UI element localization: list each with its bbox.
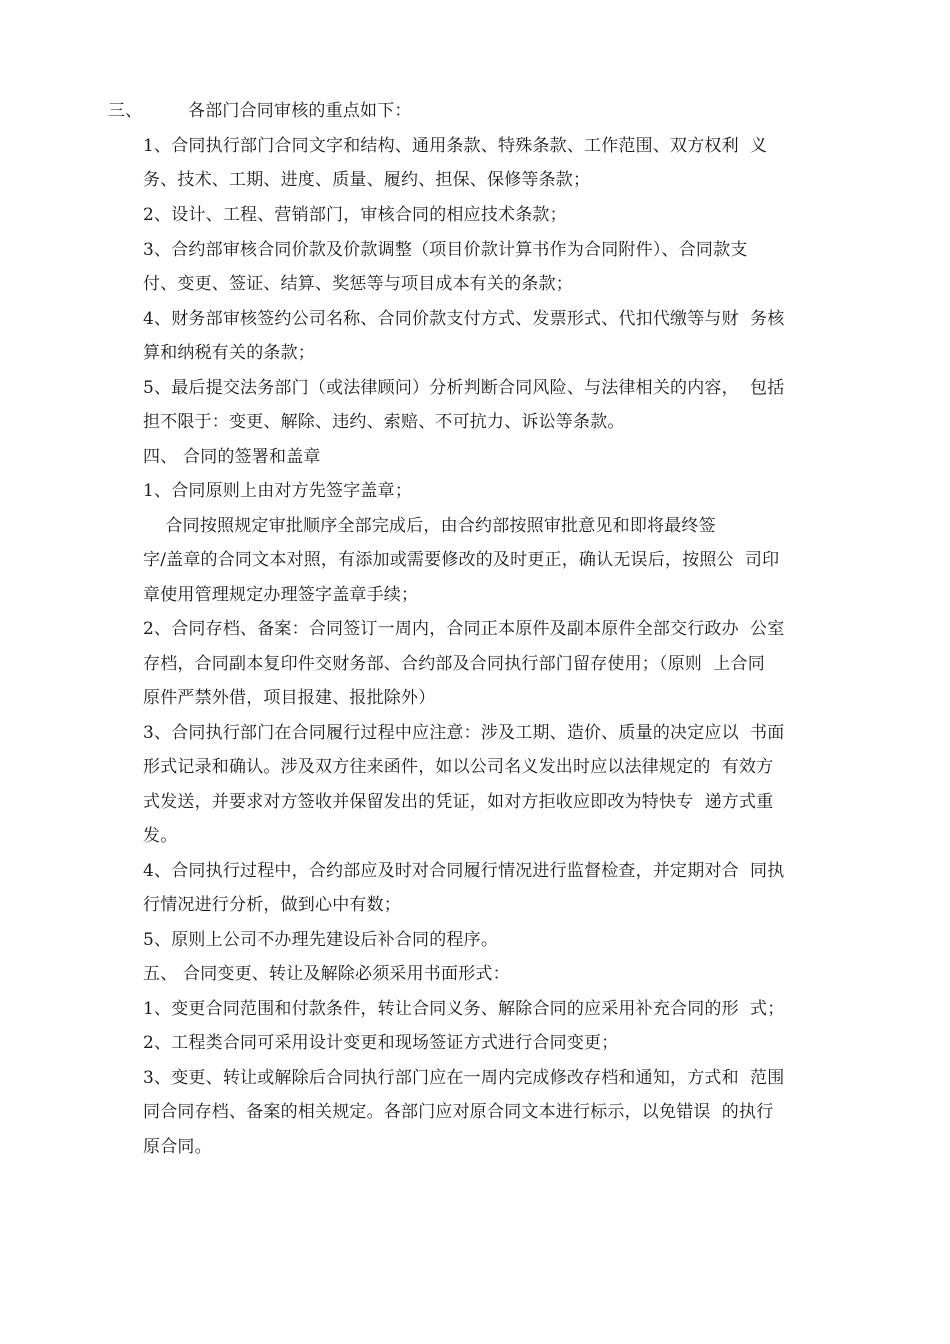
- section-3-title: 各部门合同审核的重点如下：: [188, 101, 412, 121]
- paragraph-line: 1、合同执行部门合同文字和结构、通用条款、特殊条款、工作范围、双方权利 义: [143, 136, 768, 156]
- paragraph-line: 式发送，并要求对方签收并保留发出的凭证，如对方拒收应即改为特快专 递方式重: [143, 792, 774, 812]
- paragraph-line: 5、最后提交法务部门（或法律顾问）分析判断合同风险、与法律相关的内容， 包括: [143, 378, 785, 398]
- paragraph-line: 1、变更合同范围和付款条件，转让合同义务、解除合同的应采用补充合同的形 式；: [143, 999, 785, 1019]
- paragraph-line: 算和纳税有关的条款；: [143, 343, 315, 363]
- paragraph-line: 字/盖章的合同文本对照，有添加或需要修改的及时更正，确认无误后，按照公 司印: [143, 550, 780, 570]
- section-3-number: 三、: [108, 101, 143, 121]
- section-5-heading: 五、 合同变更、转让及解除必须采用书面形式：: [143, 964, 510, 984]
- paragraph-line: 担不限于：变更、解除、违约、索赔、不可抗力、诉讼等条款。: [143, 412, 625, 432]
- paragraph-line: 3、变更、转让或解除后合同执行部门应在一周内完成修改存档和通知，方式和 范围: [143, 1068, 785, 1088]
- paragraph-line: 形式记录和确认。涉及双方往来函件，如以公司名义发出时应以法律规定的 有效方: [143, 757, 774, 777]
- paragraph-line: 付、变更、签证、结算、奖惩等与项目成本有关的条款；: [143, 274, 573, 294]
- paragraph-line: 同合同存档、备案的相关规定。各部门应对原合同文本进行标示，以免错误 的执行: [143, 1102, 774, 1122]
- paragraph-line: 2、工程类合同可采用设计变更和现场签证方式进行合同变更；: [143, 1033, 619, 1053]
- paragraph-line: 合同按照规定审批顺序全部完成后，由合约部按照审批意见和即将最终签: [143, 516, 716, 536]
- paragraph-line: 3、合同执行部门在合同履行过程中应注意：涉及工期、造价、质量的决定应以 书面: [143, 723, 785, 743]
- paragraph-line: 2、合同存档、备案：合同签订一周内，合同正本原件及副本原件全部交行政办 公室: [143, 619, 785, 639]
- section-4-heading: 四、 合同的签署和盖章: [143, 447, 321, 467]
- paragraph-line: 存档，合同副本复印件交财务部、合约部及合同执行部门留存使用；（原则 上合同: [143, 654, 765, 674]
- paragraph-line: 4、合同执行过程中，合约部应及时对合同履行情况进行监督检查，并定期对合 同执: [143, 861, 785, 881]
- paragraph-line: 发。: [143, 826, 178, 846]
- paragraph-line: 原合同。: [143, 1137, 212, 1157]
- paragraph-line: 原件严禁外借，项目报建、报批除外）: [143, 688, 436, 708]
- paragraph-line: 2、设计、工程、营销部门，审核合同的相应技术条款；: [143, 205, 567, 225]
- paragraph-line: 章使用管理规定办理签字盖章手续；: [143, 585, 419, 605]
- paragraph-line: 行情况进行分析，做到心中有数；: [143, 895, 401, 915]
- paragraph-line: 务、技术、工期、进度、质量、履约、担保、保修等条款；: [143, 170, 591, 190]
- paragraph-line: 5、原则上公司不办理先建设后补合同的程序。: [143, 930, 499, 950]
- paragraph-line: 3、合约部审核合同价款及价款调整（项目价款计算书作为合同附件）、合同款支: [143, 240, 748, 260]
- paragraph-line: 1、合同原则上由对方先签字盖章；: [143, 481, 413, 501]
- paragraph-line: 4、财务部审核签约公司名称、合同价款支付方式、发票形式、代扣代缴等与财 务核: [143, 309, 785, 329]
